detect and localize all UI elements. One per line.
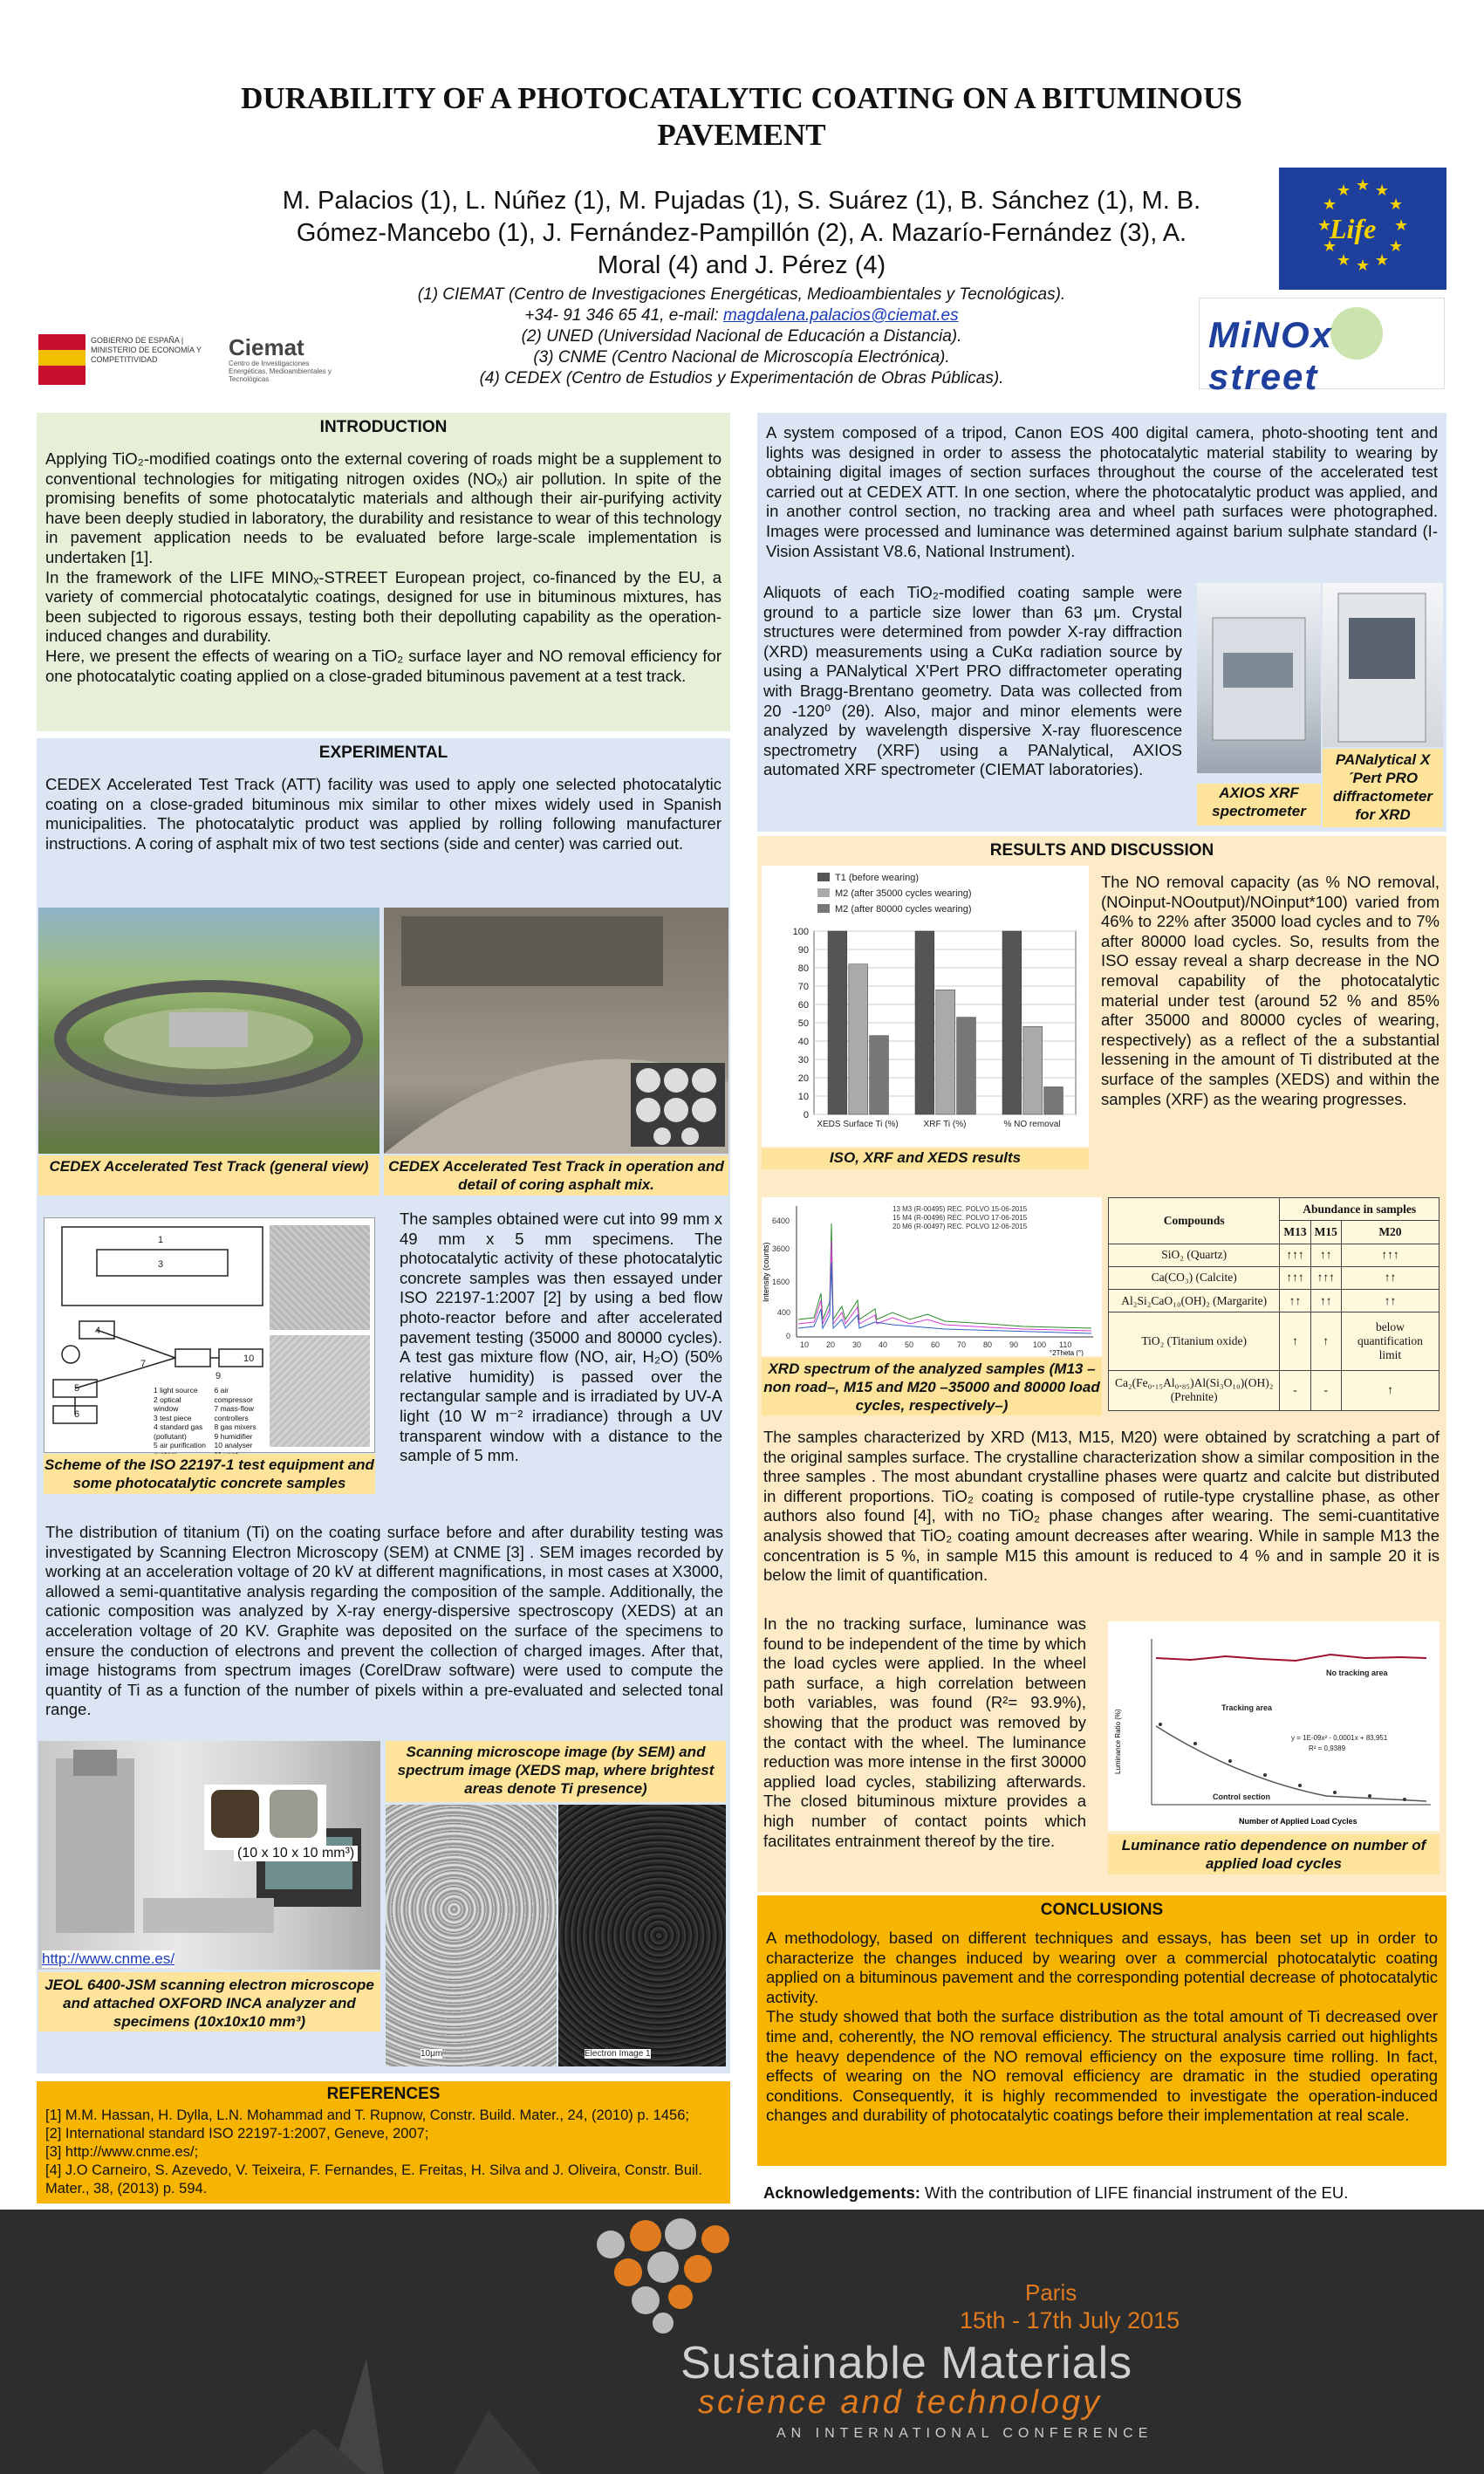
table-cell: ↑↑: [1280, 1290, 1310, 1312]
concrete-sample-photo-2: [270, 1335, 370, 1447]
ciemat-logo: [229, 335, 335, 386]
svg-text:★: ★: [1337, 251, 1351, 269]
bar: [849, 964, 868, 1114]
legend-item: 4 standard gas (pollutant): [154, 1422, 203, 1441]
y-tick-label: 0: [803, 1110, 809, 1120]
affiliation-3: (3) CNME (Centro Nacional de Microscopía Electrónica).: [533, 348, 950, 367]
svg-text:★: ★: [1389, 195, 1404, 213]
y-tick-label: 10: [797, 1092, 809, 1102]
legend-item: 2 optical window: [154, 1395, 181, 1413]
conference-name: Sustainable Materials: [680, 2338, 1133, 2388]
references-heading: REFERENCES: [326, 2085, 441, 2103]
table-header-sample: M20: [1341, 1221, 1439, 1244]
xpert-diffractometer-photo: [1323, 583, 1443, 747]
results-paragraph-3: In the no tracking surface, luminance was found to be independent of the time by which the load cycles were applied. In the wheel path surface, a high correlation between both variables, was found (R²= 93.9%), showing that the product was removed by the contact with the wheel. The luminance reduction was more intense in the first 30000 applied load cycles, stabilizing afterwards. The closed bituminous mixture provides a high number of contact points which facilitates entrainment thereof by the tire.: [763, 1614, 1086, 1850]
bar: [828, 931, 847, 1114]
xrd-ytick: 1600: [772, 1278, 790, 1286]
experimental-paragraph-1: CEDEX Accelerated Test Track (ATT) facility was used to apply one selected photocatalytic coating on a close-graded bituminous mix similar to other mixes widely used in Spanish municipalities. The photocatalytic product was applied by rolling following manufacturer instructions. A coring of asphalt mix of two test sections (side and center) was carried out.: [45, 775, 721, 853]
svg-text:★: ★: [1375, 182, 1390, 199]
y-tick-label: 50: [797, 1018, 809, 1029]
caption-sem-images: Scanning microscope image (by SEM) and spectrum image (XEDS map, where brightest areas denote Ti presence): [386, 1741, 726, 1802]
xrd-xtick: 20: [826, 1340, 836, 1349]
y-tick-label: 40: [797, 1037, 809, 1047]
conference-tagline: AN INTERNATIONAL CONFERENCE: [776, 2426, 1153, 2441]
table-row: [1109, 1312, 1440, 1370]
experimental-heading: EXPERIMENTAL: [318, 744, 448, 762]
ciemat-text: Ciemat: [229, 334, 304, 360]
specimen-inset: [204, 1785, 326, 1850]
table-cell: -: [1280, 1370, 1310, 1410]
table-row: [1109, 1290, 1440, 1312]
introduction-section: [37, 413, 730, 731]
table-cell: SiO₂ (Quartz): [1109, 1244, 1280, 1266]
y-tick-label: 100: [792, 927, 809, 937]
xrd-ylabel: Intensity (counts): [762, 1242, 770, 1302]
bar-chart: [762, 866, 1089, 1147]
leaf-icon: [1330, 307, 1383, 360]
xrd-ytick: 3600: [772, 1244, 790, 1253]
lum-r2: R² = 0,9389: [1309, 1744, 1346, 1752]
y-tick-label: 70: [797, 982, 809, 992]
svg-text:★: ★: [1394, 216, 1409, 234]
methods-paragraph-2: Aliquots of each TiO₂-modified coating sample were ground to a particle size lower than 63 μm. Crystal structures were determined from powder X-ray diffraction (XRD) measurements using a CuKα radiation source by using a PANalytical X'Pert PRO diffractometer operating with Bragg-Brentano geometry. Data was collected from 20 -120⁰ (2θ). Also, major and minor elements were analyzed by wavelength dispersive X-ray fluorescence spectrometry (XRF) using a PANalytical, AXIOS automated XRF spectrometer (CIEMAT laboratories).: [763, 583, 1182, 779]
svg-text:7: 7: [140, 1359, 147, 1369]
svg-text:10: 10: [243, 1354, 255, 1364]
minox-text: MiNOx street: [1208, 314, 1334, 397]
table-cell: ↑↑: [1341, 1290, 1439, 1312]
affiliation-2: (2) UNED (Universidad Nacional de Educación a Distancia).: [521, 327, 962, 346]
table-cell: ↑↑: [1310, 1290, 1341, 1312]
reference-item: [1] M.M. Hassan, H. Dylla, L.N. Mohammad and T. Rupnow, Constr. Build. Mater., 24, (2010) p. 1456;: [45, 2107, 689, 2123]
table-cell: Ca₂(Fe₀.₁₅Al₀.₈₅)Al(Si₃O₁₀)(OH)₂ (Prehnite): [1109, 1370, 1280, 1410]
table-cell: ↑↑: [1310, 1244, 1341, 1266]
lum-ylabel: Luminance Ratio (%): [1114, 1709, 1122, 1774]
caption-xrd: XRD spectrum of the analyzed samples (M13 –non road–, M15 and M20 –35000 and 80000 load cycles, respectively–): [762, 1358, 1102, 1415]
caption-track-operation: CEDEX Accelerated Test Track in operation and detail of coring asphalt mix.: [384, 1155, 728, 1196]
legend-item: 3 test piece: [154, 1413, 192, 1422]
table-row: [1109, 1266, 1440, 1289]
contact-line: [332, 305, 1152, 326]
x-tick-label: % NO removal: [1003, 1120, 1061, 1129]
luminance-figure: [1108, 1621, 1440, 1831]
life-logo: [1279, 168, 1446, 290]
specimen-size-label: (10 x 10 x 10 mm³): [234, 1846, 358, 1861]
legend-item: 6 air compressor: [214, 1386, 253, 1404]
intro-paragraph-3: Here, we present the effects of wearing on a TiO₂ surface layer and NO removal efficiency for one photocatalytic coating applied on a close-graded bituminous pavement at a test track.: [45, 646, 721, 685]
legend-item: 9 humidifier: [214, 1431, 253, 1441]
references-section: [37, 2081, 730, 2203]
svg-text:★: ★: [1323, 195, 1337, 213]
ack-label: Acknowledgements:: [763, 2183, 920, 2202]
iso-scheme-legend: [154, 1386, 267, 1459]
cnme-link[interactable]: http://www.cnme.es/: [42, 1950, 175, 1967]
experimental-paragraph-2: The samples obtained were cut into 99 mm x 49 mm x 5 mm specimens. The photocatalytic activity of these photocatalytic concrete samples was then essayed under ISO 22197-1:2007 [2] by using a bed flow photo-reactor before and after accelerated pavement testing (35000 and 80000 cycles). A test gas mixture flow (NO, air, H₂O) (50% relative humidity) is passed over the rectangular sample and is irradiated by UV-A light (10 W m⁻² irradiance) through a UV transparent window with a distance to the sample of 5 mm.: [400, 1210, 722, 1465]
results-heading: RESULTS AND DISCUSSION: [989, 841, 1214, 860]
affiliation-4: (4) CEDEX (Centro de Estudios y Experimentación de Obras Públicas).: [479, 369, 1004, 387]
lum-tracking-label: Tracking area: [1221, 1703, 1273, 1712]
lum-no-tracking-label: No tracking area: [1326, 1669, 1388, 1677]
xrd-xtick: 90: [1009, 1340, 1019, 1349]
xrd-ytick: 6400: [772, 1216, 790, 1225]
y-tick-label: 20: [797, 1073, 809, 1084]
lum-control-label: Control section: [1213, 1792, 1271, 1801]
luminance-chart: [1108, 1621, 1440, 1831]
svg-text:6: 6: [74, 1409, 80, 1420]
table-row: [1109, 1244, 1440, 1266]
acknowledgements: [763, 2183, 1348, 2203]
table-cell: -: [1310, 1370, 1341, 1410]
specimen-photo-2: [270, 1790, 318, 1838]
lum-xlabel: Number of Applied Load Cycles: [1239, 1817, 1357, 1826]
results-paragraph-1: The NO removal capacity (as % NO removal, (NOinput-NOoutput)/NOinput*100) varied from 46% to 22% after 35000 load cycles and to 7% after 80000 load cycles. So, results from the ISO essay reveal a sharp decrease in the NO removal capability of the photocatalytic material under test (around 52 % and 85% after 35000 and 80000 cycles of wearing, respectively) as a reflect of the a substantial lessening in the amount of Ti distributed at the surface of the samples (XEDS) and within the samples (XRF) as the wearing progresses.: [1101, 873, 1440, 1108]
caption-axios: AXIOS XRF spectrometer: [1197, 784, 1321, 826]
author-list: M. Palacios (1), L. Núñez (1), M. Pujadas (1), S. Suárez (1), B. Sánchez (1), M. B. Gómez-Mancebo (1), J. Fernández-Pampillón (2), A. Mazarío-Fernández (3), A. Moral (4) and J. Pérez (4): [282, 187, 1201, 279]
bar: [1044, 1087, 1063, 1115]
x-tick-label: XRF Ti (%): [923, 1120, 967, 1129]
abundance-table-figure: [1108, 1197, 1440, 1411]
xrd-xtick: 40: [879, 1340, 888, 1349]
xrd-legend-item: 15 M4 (R-00496) REC. POLVO 17-06-2015: [892, 1214, 1028, 1222]
table-cell: Ca(CO₃) (Calcite): [1109, 1266, 1280, 1289]
table-cell: ↑↑↑: [1310, 1266, 1341, 1289]
ciemat-subtext: Centro de Investigaciones Energéticas, Medioambientales y Tecnológicas: [229, 360, 332, 383]
sem-scale-label: 10μm: [421, 2049, 443, 2059]
svg-text:★: ★: [1323, 237, 1337, 255]
table-cell: ↑↑: [1341, 1266, 1439, 1289]
spain-ministry-text: GOBIERNO DE ESPAÑA | MINISTERIO DE ECONOMÍA Y COMPETITIVIDAD: [91, 336, 202, 364]
results-paragraph-2: The samples characterized by XRD (M13, M15, M20) were obtained by scratching a part of the original samples surface. The crystalline characterization show a similar composition in the three samples . The most abundant crystalline phases were quartz and calcite but distributed in different proportions. TiO₂ coating is composed of rutile-type crystalline phase, as other authors also found [4], with no TiO₂ phase changes after wearing. The semi-cuantitative analysis showed that TiO₂ coating amount decreases after wearing. While in sample M13 the concentration is 5 %, in sample M15 this amount is reduced to 4 % and in sample 20 it is below the limit of quantification.: [763, 1428, 1440, 1585]
reference-item: [2] International standard ISO 22197-1:2007, Geneve, 2007;: [45, 2126, 429, 2142]
legend-swatch: [817, 873, 830, 881]
xrd-xtick: 60: [931, 1340, 940, 1349]
spain-government-logo: [38, 331, 229, 390]
table-cell: ↑: [1310, 1312, 1341, 1370]
lum-equation: y = 1E-09x² - 0,0001x + 83,951: [1291, 1734, 1388, 1742]
xrd-xtick: 10: [800, 1340, 810, 1349]
svg-text:★: ★: [1356, 176, 1371, 194]
y-tick-label: 60: [797, 1000, 809, 1011]
xrd-xtick: 50: [905, 1340, 914, 1349]
svg-text:1: 1: [158, 1235, 164, 1245]
legend-swatch: [817, 888, 830, 897]
caption-bar-chart: ISO, XRF and XEDS results: [762, 1148, 1089, 1169]
intro-paragraph-1: Applying TiO₂-modified coatings onto the external covering of roads might be a supplement to conventional technologies for mitigating nitrogen oxides (NOₓ) air pollution. In spite of the promising benefits of some photocatalytic materials and although their air-purifying activity have been deeply studied in laboratory, the durability and resistance to wear of this technology in pavement application needs to be evaluated before large-scale implementation is undertaken [1].: [45, 449, 721, 566]
caption-iso-scheme: Scheme of the ISO 22197-1 test equipment and some photocatalytic concrete samples: [44, 1454, 375, 1494]
x-tick-label: XEDS Surface Ti (%): [817, 1120, 899, 1129]
xrd-xtick: 110: [1059, 1340, 1072, 1349]
intro-paragraph-2: In the framework of the LIFE MINOₓ-STREET European project, co-financed by the EU, a variety of commercial photocatalytic coatings, designed for use in bituminous mixtures, has been subjected to rigorous essays, testing both their depolluting capability as the operation-induced changes and durability.: [45, 567, 721, 646]
svg-text:3: 3: [158, 1259, 164, 1270]
svg-text:4: 4: [95, 1326, 101, 1336]
axios-spectrometer-photo: [1197, 583, 1321, 773]
legend-item: 8 gas mixers: [214, 1422, 256, 1431]
bar: [870, 1036, 889, 1114]
reference-item: [4] J.O Carneiro, S. Azevedo, V. Teixeira, F. Fernandes, E. Freitas, H. Silva and J. Oliveira, Constr. Buil. Mater., 38, (2013) p. 594.: [45, 2162, 702, 2196]
xrd-ytick: 0: [786, 1332, 791, 1340]
test-track-aerial-photo: [38, 908, 380, 1154]
conclusions-heading: CONCLUSIONS: [1040, 1901, 1164, 1919]
conference-banner: [0, 2210, 1484, 2474]
conclusions-section: [757, 1895, 1446, 2166]
table-cell: TiO₂ (Titanium oxide): [1109, 1312, 1280, 1370]
table-header-abundance: Abundance in samples: [1280, 1198, 1440, 1221]
bar: [1002, 931, 1022, 1114]
xrd-xtick: 70: [957, 1340, 967, 1349]
bar: [1023, 1026, 1043, 1114]
legend-item: 10 analyser: [214, 1441, 253, 1449]
iso-scheme-figure: [44, 1217, 375, 1453]
ack-text: With the contribution of LIFE financial instrument of the EU.: [920, 2183, 1349, 2202]
conference-city: Paris: [1025, 2279, 1077, 2306]
coat-of-arms-icon: [38, 334, 85, 385]
table-cell: ↑: [1280, 1312, 1310, 1370]
svg-text:9: 9: [215, 1371, 222, 1381]
conclusions-paragraph-2: The study showed that both the surface distribution as the total amount of Ti decreased over time and, coherently, the NO removal efficiency. The structural analysis carried out highlights the heavy dependence of the NO removal efficiency on the exposure time rolling. In fact, effects of wearing on the NO removal efficiency are dramatic in the studied operating conditions. Consequently, it is highly recommended to investigate the operation-induced changes and durability of photocatalytic coatings before their implementation at real scale.: [766, 2007, 1438, 2125]
svg-text:5: 5: [74, 1383, 80, 1394]
y-tick-label: 80: [797, 963, 809, 974]
table-header-sample: M13: [1280, 1221, 1310, 1244]
caption-track-general: CEDEX Accelerated Test Track (general view): [38, 1155, 380, 1196]
bar: [936, 990, 955, 1114]
table-header-compounds: Compounds: [1109, 1198, 1280, 1244]
legend-item: 7 mass-flow controllers: [214, 1404, 254, 1422]
concrete-sample-photo-1: [270, 1225, 370, 1330]
methods-paragraph-1: A system composed of a tripod, Canon EOS 400 digital camera, photo-shooting tent and lights was designed in order to assess the photocatalytic material stability to wearing by obtaining digital images of section surfaces throughout the course of the accelerated test carried out at CEDEX ATT. In one section, where the photocatalytic product was applied, and in another control section, no tracking area and wheel path surfaces were photographed. Images were processed and luminance was determined against barium sulphate standard (I-Vision Assistant V8.6, National Instrument).: [766, 423, 1438, 560]
svg-text:★: ★: [1375, 251, 1390, 269]
table-header-sample: M15: [1310, 1221, 1341, 1244]
xeds-map-label: Electron Image 1: [585, 2049, 651, 2059]
introduction-body: [37, 437, 730, 686]
legend-item: 5 air purification: [154, 1441, 207, 1449]
bar: [957, 1018, 976, 1114]
affiliation-1: (1) CIEMAT (Centro de Investigaciones Energéticas, Medioambientales y Tecnológicas).: [417, 285, 1066, 304]
conclusions-body: [757, 1920, 1446, 2126]
affiliations: [332, 284, 1152, 389]
xrd-legend-item: 13 M3 (R-00495) REC. POLVO 15-06-2015: [892, 1205, 1028, 1213]
svg-text:★: ★: [1356, 257, 1371, 274]
bar: [915, 931, 934, 1114]
table-cell: ↑↑↑: [1341, 1244, 1439, 1266]
table-cell: ↑↑↑: [1280, 1266, 1310, 1289]
xrd-xtick: 100: [1033, 1340, 1047, 1349]
phone: +34- 91 346 65 41, e-mail:: [524, 306, 723, 325]
xeds-map-image: [558, 1805, 726, 2066]
legend-label: T1 (before wearing): [835, 873, 919, 883]
legend-label: M2 (after 35000 cycles wearing): [835, 888, 972, 899]
sem-image: [386, 1805, 557, 2066]
xrd-figure: [762, 1197, 1102, 1356]
conference-subtitle: science and technology: [698, 2384, 1103, 2421]
reference-item[interactable]: [3] http://www.cnme.es/;: [45, 2144, 199, 2160]
table-cell: ↑↑↑: [1280, 1244, 1310, 1266]
minox-logo: [1199, 298, 1445, 397]
table-cell: below quantification limit: [1341, 1312, 1439, 1370]
life-text: Life: [1330, 213, 1377, 244]
table-cell: ↑: [1341, 1370, 1439, 1410]
email-link[interactable]: magdalena.palacios@ciemat.es: [723, 306, 959, 325]
legend-item: 1 light source: [154, 1386, 198, 1395]
bar-chart-figure: [762, 866, 1089, 1147]
reference-list: [37, 2104, 730, 2201]
svg-text:★: ★: [1317, 216, 1332, 234]
svg-text:★: ★: [1389, 237, 1404, 255]
conference-date: 15th - 17th July 2015: [960, 2307, 1180, 2334]
caption-luminance: Luminance ratio dependence on number of applied load cycles: [1108, 1834, 1440, 1874]
xrd-xlabel: °2Theta (°): [1050, 1349, 1084, 1356]
legend-swatch: [817, 904, 830, 913]
y-tick-label: 90: [797, 945, 809, 956]
table-cell: Al₂Si₂CaO₁₀(OH)₂ (Margarite): [1109, 1290, 1280, 1312]
caption-xpert: PANalytical X´Pert PRO diffractometer for XRD: [1323, 749, 1443, 827]
abundance-table: [1108, 1197, 1440, 1411]
xrd-legend-item: 20 M6 (R-00497) REC. POLVO 12-06-2015: [892, 1223, 1028, 1230]
xrd-xtick: 80: [983, 1340, 993, 1349]
poster-title: DURABILITY OF A PHOTOCATALYTIC COATING ON A BITUMINOUS PAVEMENT: [241, 81, 1242, 152]
table-row: [1109, 1370, 1440, 1410]
caption-sem-microscope: JEOL 6400-JSM scanning electron microscope and attached OXFORD INCA analyzer and specimens (10x10x10 mm³): [38, 1972, 380, 2032]
xrd-spectrum: [762, 1197, 1102, 1356]
specimen-photo-1: [211, 1790, 259, 1838]
conclusions-paragraph-1: A methodology, based on different techniques and essays, has been set up in order to characterize the changes induced by wearing over a commercial photocatalytic coating applied on a bituminous pavement and the corresponding potential decrease of photocatalytic activity.: [766, 1929, 1438, 2006]
svg-text:★: ★: [1337, 182, 1351, 199]
legend-label: M2 (after 80000 cycles wearing): [835, 904, 972, 915]
experimental-paragraph-3: The distribution of titanium (Ti) on the coating surface before and after durability testing was investigated by Scanning Electron Microscopy (SEM) at CNME [3] . SEM images recorded by working at an acceleration voltage of 20 kV at different magnifications, in most cases at X3000, allowed a semi-quantitative analysis regarding the composition of the sample. Additionally, the cationic composition was analyzed by X-ray energy-dispersive spectroscopy (XEDS) at an acceleration voltage of 20 KV. Graphite was deposited on the surface of the specimens to ensure the conduction of electrons and prevent the collection of charged images. After that, image histograms from spectrum images (CorelDraw software) were used to compute the quantity of Ti as a function of the number of pixels within a pre-evaluated and selected tonal range.: [45, 1523, 723, 1719]
xrd-ytick: 400: [777, 1308, 791, 1317]
introduction-heading: INTRODUCTION: [319, 418, 448, 436]
y-tick-label: 30: [797, 1055, 809, 1066]
xrd-xtick: 30: [852, 1340, 862, 1349]
sem-microscope-photo: [38, 1741, 380, 1970]
test-track-operation-photo: [384, 908, 728, 1154]
